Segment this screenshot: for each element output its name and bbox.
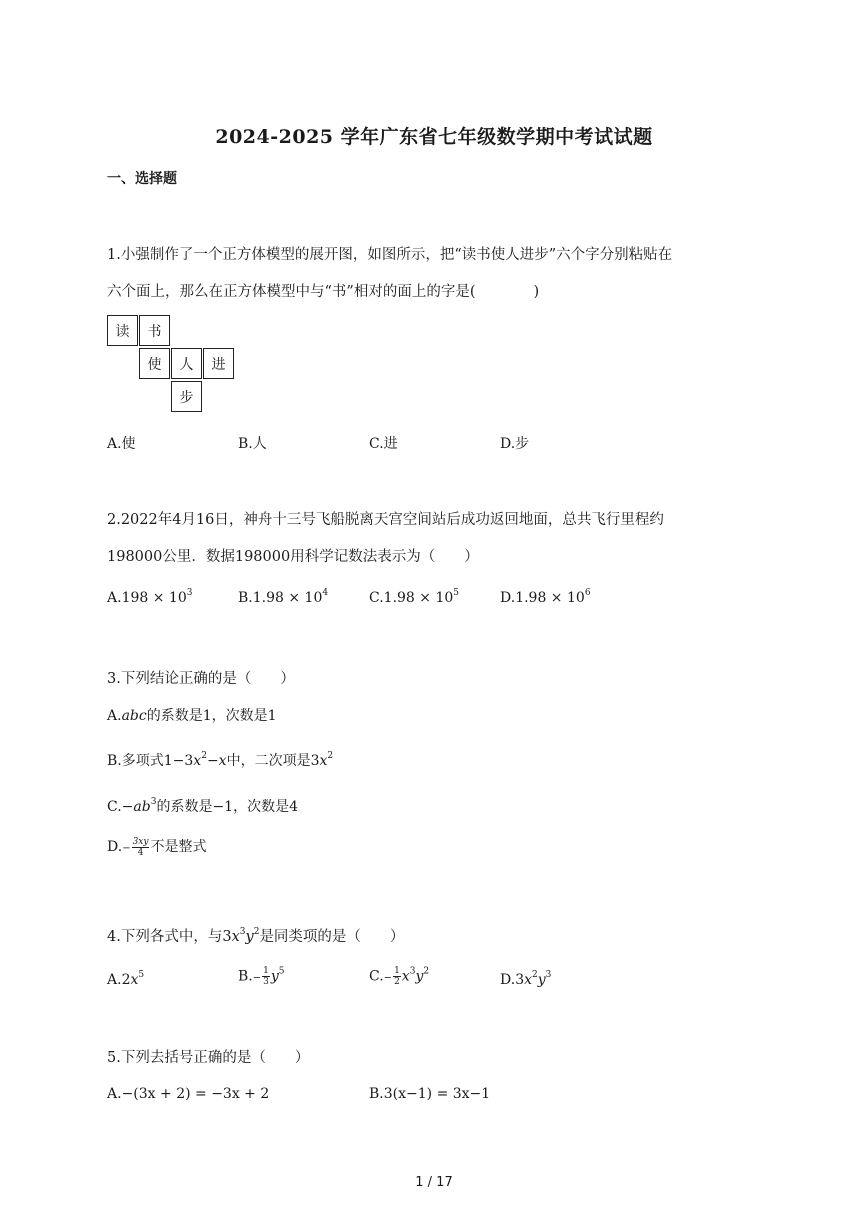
- q4-option-c: C.− $\frac{1}{2}$ $x^3y^2$: [369, 966, 430, 987]
- q3-stem: 3.下列结论正确的是（ ）: [107, 671, 295, 687]
- q2-option-a: $A.198 \times 10^3$: [107, 588, 193, 606]
- q1-option-a: A.使: [107, 436, 136, 452]
- q5-option-a: A.−(3x + 2) = −3x + 2: [107, 1086, 270, 1102]
- section-heading: 一、选择题: [107, 171, 177, 187]
- q1-option-b: B.人: [238, 436, 267, 452]
- q4-option-d: $D.3x^2y^3$: [500, 970, 552, 988]
- q3-option-c: $C.-ab^3$的系数是−1，次数是4: [107, 797, 299, 815]
- q4-option-a: $A.2x^5$: [107, 970, 145, 988]
- q2-line2: 198000公里．数据198000用科学记数法表示为（ ）: [107, 549, 479, 565]
- q2-line1: 2.2022年4月16日，神舟十三号飞船脱离天宫空间站后成功返回地面，总共飞行里程约: [107, 512, 664, 528]
- q3-option-d: D.− $\frac{3xy}{4}$ 不是整式: [107, 836, 207, 858]
- fraction: $\frac{1}{2}$: [394, 966, 400, 987]
- q3-option-b: B.多项式$1-3x^2-x$中，二次项是$3x^2$: [107, 751, 334, 769]
- fraction: $\frac{1}{3}$: [263, 966, 269, 987]
- q5-stem: 5.下列去括号正确的是（ ）: [107, 1050, 310, 1066]
- page-title: 2024-2025 学年广东省七年级数学期中考试试题: [215, 126, 653, 148]
- net-cell: 步: [171, 381, 202, 412]
- q2-option-b: $B.1.98 \times 10^4$: [238, 588, 329, 606]
- q1-line1: 1.小强制作了一个正方体模型的展开图，如图所示，把“读书使人进步”六个字分别粘贴在: [107, 247, 673, 263]
- q1-option-d: D.步: [500, 436, 530, 452]
- net-cell: 读: [107, 315, 138, 346]
- cube-net-figure: [107, 315, 247, 415]
- q2-option-d: $D.1.98 \times 10^6$: [500, 588, 591, 606]
- q1-option-c: C.进: [369, 436, 398, 452]
- q4-stem: 4.下列各式中，与$3x^3y^2$是同类项的是（ ）: [107, 927, 405, 945]
- page-number: 1 / 17: [415, 1175, 453, 1190]
- net-cell: 使: [139, 348, 170, 379]
- net-cell: 书: [139, 315, 170, 346]
- q4-option-b: B.− $\frac{1}{3}$ $y^5$: [238, 966, 285, 987]
- q3-option-a: A.abc的系数是1，次数是1: [107, 708, 277, 724]
- q2-option-c: $C.1.98 \times 10^5$: [369, 588, 460, 606]
- fraction: $\frac{3xy}{4}$: [132, 836, 149, 858]
- q5-option-b: B.3(x−1) = 3x−1: [369, 1086, 491, 1102]
- net-cell: 进: [203, 348, 234, 379]
- net-cell: 人: [171, 348, 202, 379]
- q1-line2: 六个面上，那么在正方体模型中与“书”相对的面上的字是( ): [107, 284, 540, 300]
